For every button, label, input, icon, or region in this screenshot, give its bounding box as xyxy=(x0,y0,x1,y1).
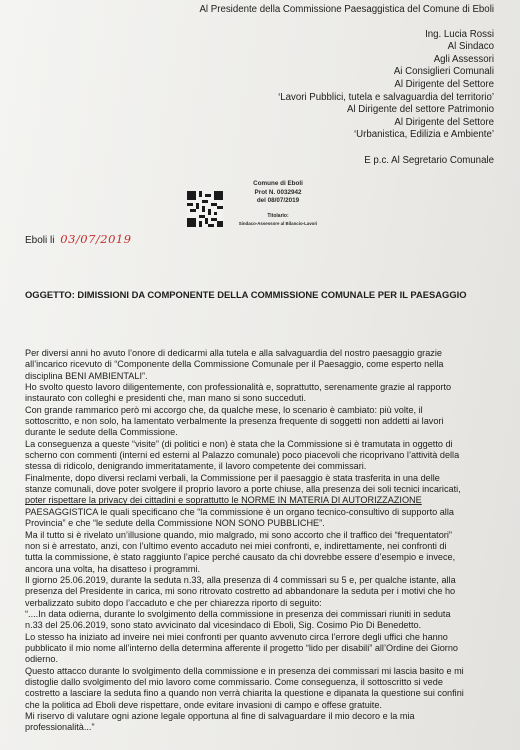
protocol-stamp xyxy=(182,180,322,246)
quote-line: professionalità...” xyxy=(25,722,95,733)
body-line: PAESAGGISTICA le quali specificano che “la commissione è un organo tecnico-consultivo di supporto alla xyxy=(25,506,454,517)
body-line: ancora una volta, ha disatteso i programmi. xyxy=(25,563,200,574)
body-line: all’incarico ricevuto di “Componente della Commissione Comunale per il Paesaggio, come esperto nella xyxy=(25,359,444,370)
quote-line: n.33 del 25.06.2019, sono stato avvicinato dal vicesindaco di Eboli, Sig. Cosimo Pio Di Benedetto. xyxy=(25,620,422,631)
recipient-line: Al Dirigente del settore Patrimonio xyxy=(347,104,494,116)
body-line: Il giorno 25.06.2019, durante la seduta n.33, alla presenza di 4 commissari su 5 e, per qualche istante, alla xyxy=(25,574,456,585)
body-line: scherno con commenti (interni ed esterni al Palazzo comunale) poco piacevoli che ricoprivano l’attività della xyxy=(25,450,460,461)
stamp-destination: Sindaco-Assessore al Bilancio-Lavori xyxy=(238,221,318,227)
body-line: tutta la commissione, è stato raggiunto l’apice perché causato da chi dovrebbe essere d’esempio e invece, xyxy=(25,552,456,563)
qr-code-icon xyxy=(187,191,223,227)
quote-line: odierno. xyxy=(25,654,58,665)
letter-body xyxy=(25,348,509,734)
body-line: Finalmente, dopo diversi reclami verbali, la Commissione per il paesaggio è stata trasferita in una delle xyxy=(25,472,440,483)
body-line: disciplina BENI AMBIENTALI”. xyxy=(25,370,148,381)
recipient-line: Al Sindaco xyxy=(447,41,494,53)
stamp-protocol-number: Prot N. 0032942 xyxy=(254,188,302,196)
body-line: stanze comunali, dove poter svolgere il proprio lavoro a porte chiuse, alla presenza dei soli tecnici incaricati, xyxy=(25,484,461,495)
body-line: non si è arrestato, anzi, con l’ultimo evento accaduto nei miei confronti, e, indirettamente, nei confronti di xyxy=(25,540,447,551)
stamp-text xyxy=(237,180,319,229)
body-line: Provincia” e che “le sedute della Commissione NON SONO PUBBLICHE”. xyxy=(25,518,325,529)
recipient-line: ‘Urbanistica, Edilizia e Ambiente’ xyxy=(354,129,494,141)
recipient-cc: E p.c. Al Segretario Comunale xyxy=(364,154,494,166)
body-line: Ho svolto questo lavoro diligentemente, con professionalità e, soprattutto, serenamente grazie al rapporto xyxy=(25,382,452,393)
place-label: Eboli li xyxy=(25,235,55,246)
quote-line: costretto a lasciare la seduta fino a quando non verrà chiarita la questione e dipanata la questione sui confini xyxy=(25,688,464,699)
quote-line: Lo stesso ha iniziato ad inveire nei miei confronti per quanto avvenuto circa l’errore degli uffici che hanno xyxy=(25,631,448,642)
recipient-line: Agli Assessori xyxy=(433,53,494,65)
quote-line: distoglie dallo svolgimento del mio lavoro come commissario. Come conseguenza, il sottoscritto si vede xyxy=(25,676,443,687)
quote-line: Mi riservo di valutare ogni azione legale opportuna al fine di salvaguardare il mio decoro e la mia xyxy=(25,711,415,721)
quote-line: pubblicato il mio nome all’interno della determina afferente il progetto “lido per disabili” all’Ordine dei Giorno xyxy=(25,642,458,653)
body-line: stessa di ridicolo, denigrando immeritatamente, il lavoro competente dei commissari. xyxy=(25,461,367,472)
body-line: presenza del Presidente in carica, mi sono ritrovato costretto ad abbandonare la seduta per i motivi che ho xyxy=(25,586,456,597)
recipients-block xyxy=(74,4,494,168)
recipient-line: Al Dirigente del Settore xyxy=(394,116,494,128)
stamp-title-label: Titolario: xyxy=(267,212,289,219)
recipient-president: Al Presidente della Commissione Paesaggistica del Comune di Eboli xyxy=(199,4,494,15)
recipient-line: Ing. Lucia Rossi xyxy=(425,28,494,40)
body-line: instaurato con colleghi e presidenti che, man mano si sono succeduti. xyxy=(25,393,307,404)
letter-subject: OGGETTO: DIMISSIONI DA COMPONENTE DELLA COMMISSIONE COMUNALE PER IL PAESAGGIO xyxy=(25,289,467,300)
stamp-municipality: Comune di Eboli xyxy=(253,180,303,187)
quote-line: Questo attacco durante lo svolgimento della commissione e in presenza dei commissari mi lascia basito e mi xyxy=(25,665,464,676)
recipient-line: Ai Consiglieri Comunali xyxy=(393,66,494,78)
body-line: durante le sedute della Commissione. xyxy=(25,427,178,438)
recipient-line: ‘Lavori Pubblici, tutela e salvaguardia del territorio’ xyxy=(278,91,494,103)
place-and-date xyxy=(25,232,132,246)
body-line: Per diversi anni ho avuto l’onore di dedicarmi alla tutela e alla salvaguardia del nostro paesaggio grazie xyxy=(25,348,442,358)
body-line: Con grande rammarico però mi accorgo che, da qualche mese, lo scenario è cambiato: più volte, il xyxy=(25,404,423,415)
body-line: sottoscritto, e non solo, ha lamentato verbalmente la presenza frequente di soggetti non addetti ai lavori xyxy=(25,416,444,427)
body-line: Ma il tutto si è rivelato un’illusione quando, mio malgrado, mi sono accorto che il traffico dei “frequentatori” xyxy=(25,529,452,540)
recipient-line: Al Dirigente del Settore xyxy=(394,78,494,90)
stamp-protocol-date: del 08/07/2019 xyxy=(256,197,300,205)
quote-line: che la politica ad Eboli deve rispettare, onde evitare invasioni di campo e offese gratuite. xyxy=(25,699,382,710)
quote-line: “....In data odierna, durante lo svolgimento della commissione in presenza dei commissari riuniti in seduta xyxy=(25,608,451,619)
handwritten-date: 03/07/2019 xyxy=(60,232,132,246)
body-line: poter rispettare la privacy dei cittadini e soprattutto le NORME IN MATERIA DI AUTORIZZAZIONE xyxy=(25,495,422,506)
body-line: La conseguenza a queste “visite” (di politici e non) è stata che la Commissione si è tramutata in oggetto di xyxy=(25,438,453,449)
body-line: verbalizzato subito dopo l’accaduto e che per chiarezza riporto di seguito: xyxy=(25,597,322,608)
